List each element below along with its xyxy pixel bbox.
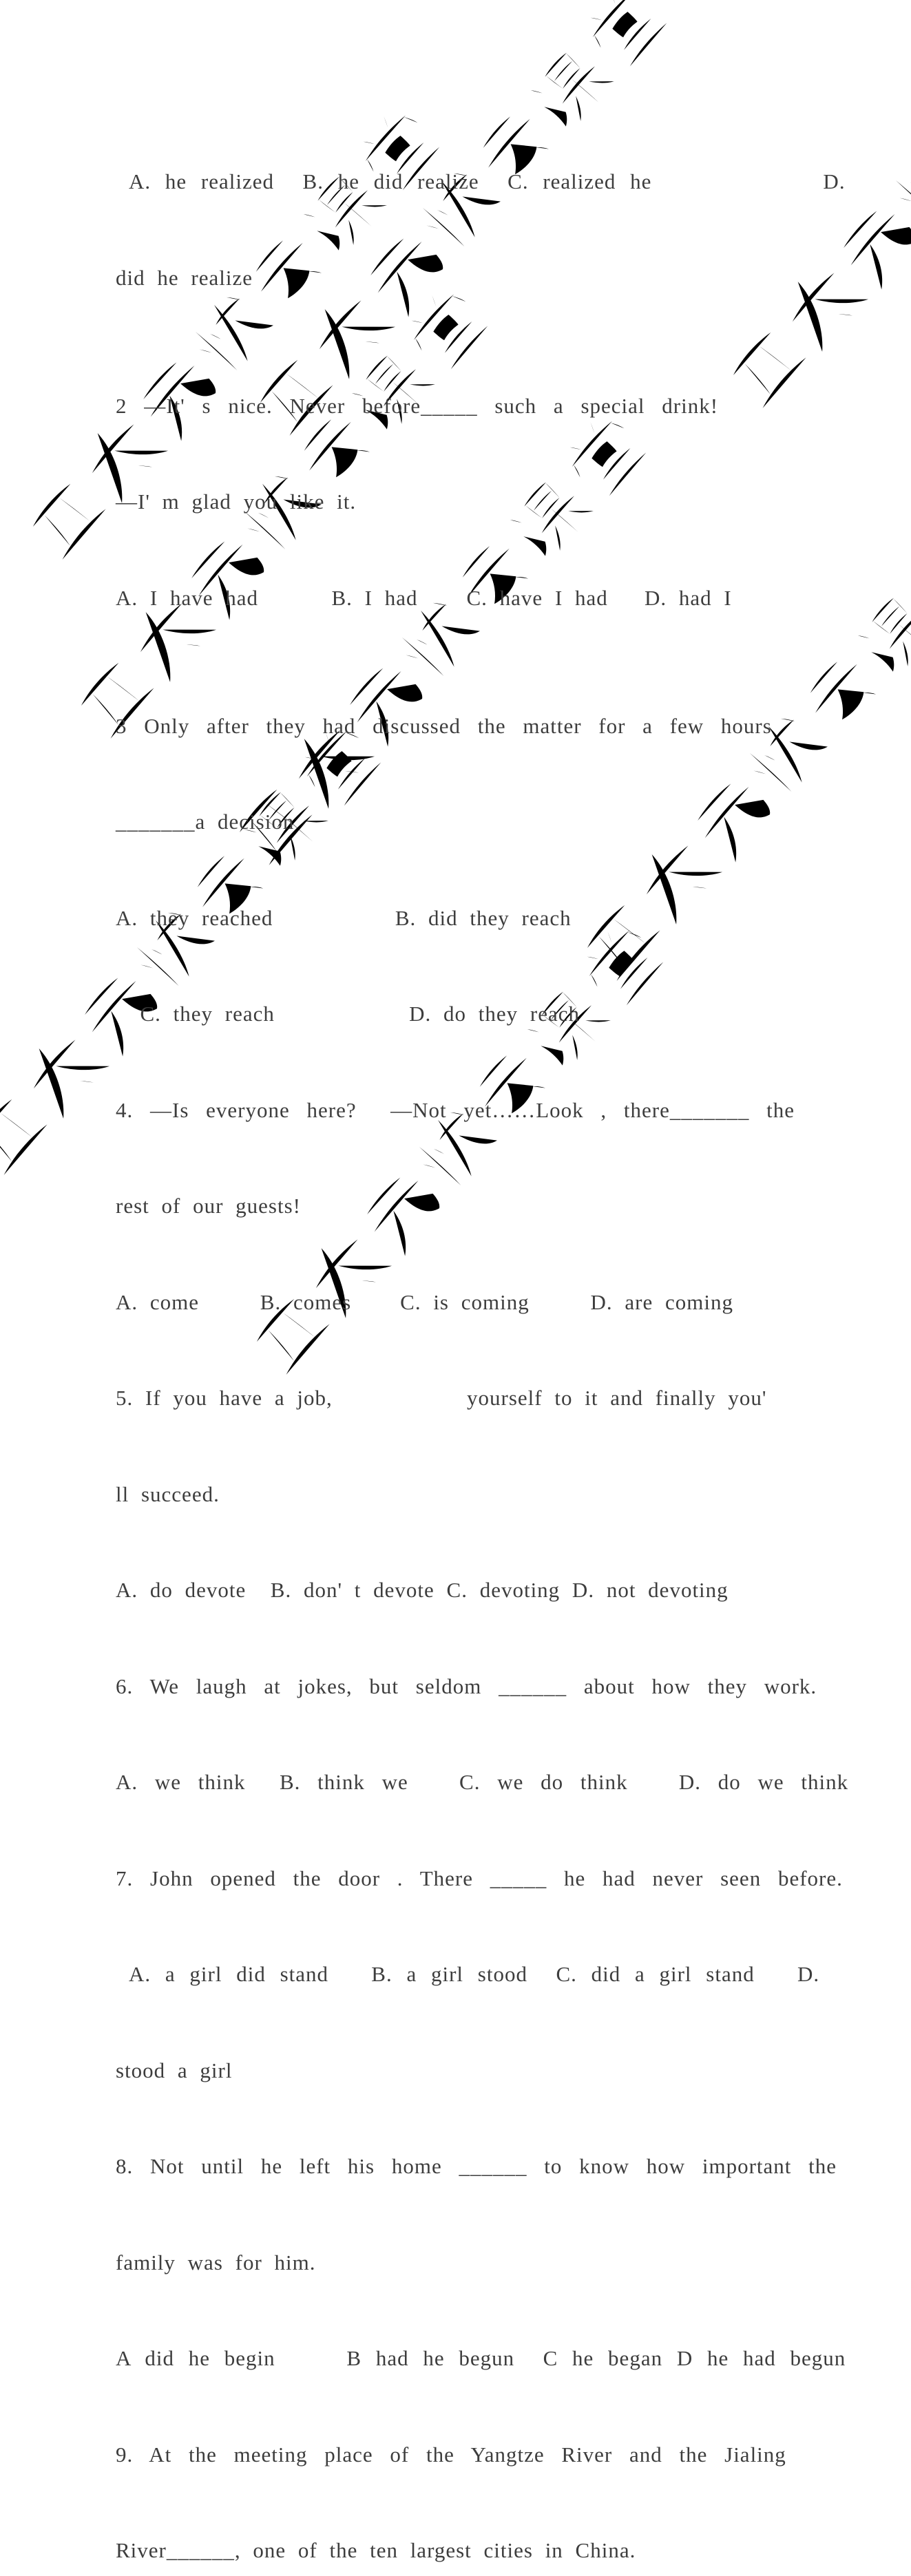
q1-options-line-1: A. he realized B. he did realize C. realized he D. [116, 169, 846, 193]
q4-options-line: A. come B. comes C. is coming D. are coming [116, 1289, 733, 1314]
q3-options-line-1: A. they reached B. did they reach [116, 905, 572, 930]
q3-stem-line-1: 3 Only after they had discussed the matter for a few hours [116, 713, 772, 738]
q8-options-line: A did he begin B had he begun C he began D he had begun [116, 2346, 846, 2370]
q1-options-line-2: did he realize [116, 265, 253, 290]
q6-stem-line: 6. We laugh at jokes, but seldom ______ about how they work. [116, 1674, 817, 1698]
q8-stem-line-2: family was for him. [116, 2250, 316, 2274]
q5-stem-line-1: 5. If you have a job, yourself to it and finally you' [116, 1386, 767, 1410]
q2-stem-line-2: —I' m glad you like it. [116, 489, 357, 514]
q6-options-line: A. we think B. think we C. we do think D. do we think [116, 1770, 849, 1794]
q5-stem-line-2: ll succeed. [116, 1481, 220, 1506]
q2-stem-line-1: 2 —It' s nice. Never before_____ such a special drink! [116, 393, 719, 418]
q4-stem-line-1: 4. —Is everyone here? —Not yet……Look , there_______ the [116, 1097, 795, 1122]
q7-stem-line: 7. John opened the door . There _____ he had never seen before. [116, 1866, 843, 1890]
q2-options-line: A. I have had B. I had C. have I had D. had I [116, 585, 732, 610]
q7-options-line-1: A. a girl did stand B. a girl stood C. did a girl stand D. [116, 1962, 820, 1986]
q7-options-line-2: stood a girl [116, 2058, 233, 2082]
q3-options-line-2: C. they reach D. do they reach [116, 1002, 580, 1026]
q3-stem-line-2: _______a decision [116, 810, 295, 834]
q5-options-line: A. do devote B. don' t devote C. devoting D. not devoting [116, 1578, 729, 1602]
q9-stem-line-2: River______, one of the ten largest cities in China. [116, 2538, 636, 2562]
document-body [116, 102, 848, 2576]
q4-stem-line-2: rest of our guests! [116, 1194, 301, 1218]
q8-stem-line-1: 8. Not until he left his home ______ to know how important the [116, 2154, 837, 2178]
q9-stem-line-1: 9. At the meeting place of the Yangtze River and the Jialing [116, 2442, 786, 2467]
